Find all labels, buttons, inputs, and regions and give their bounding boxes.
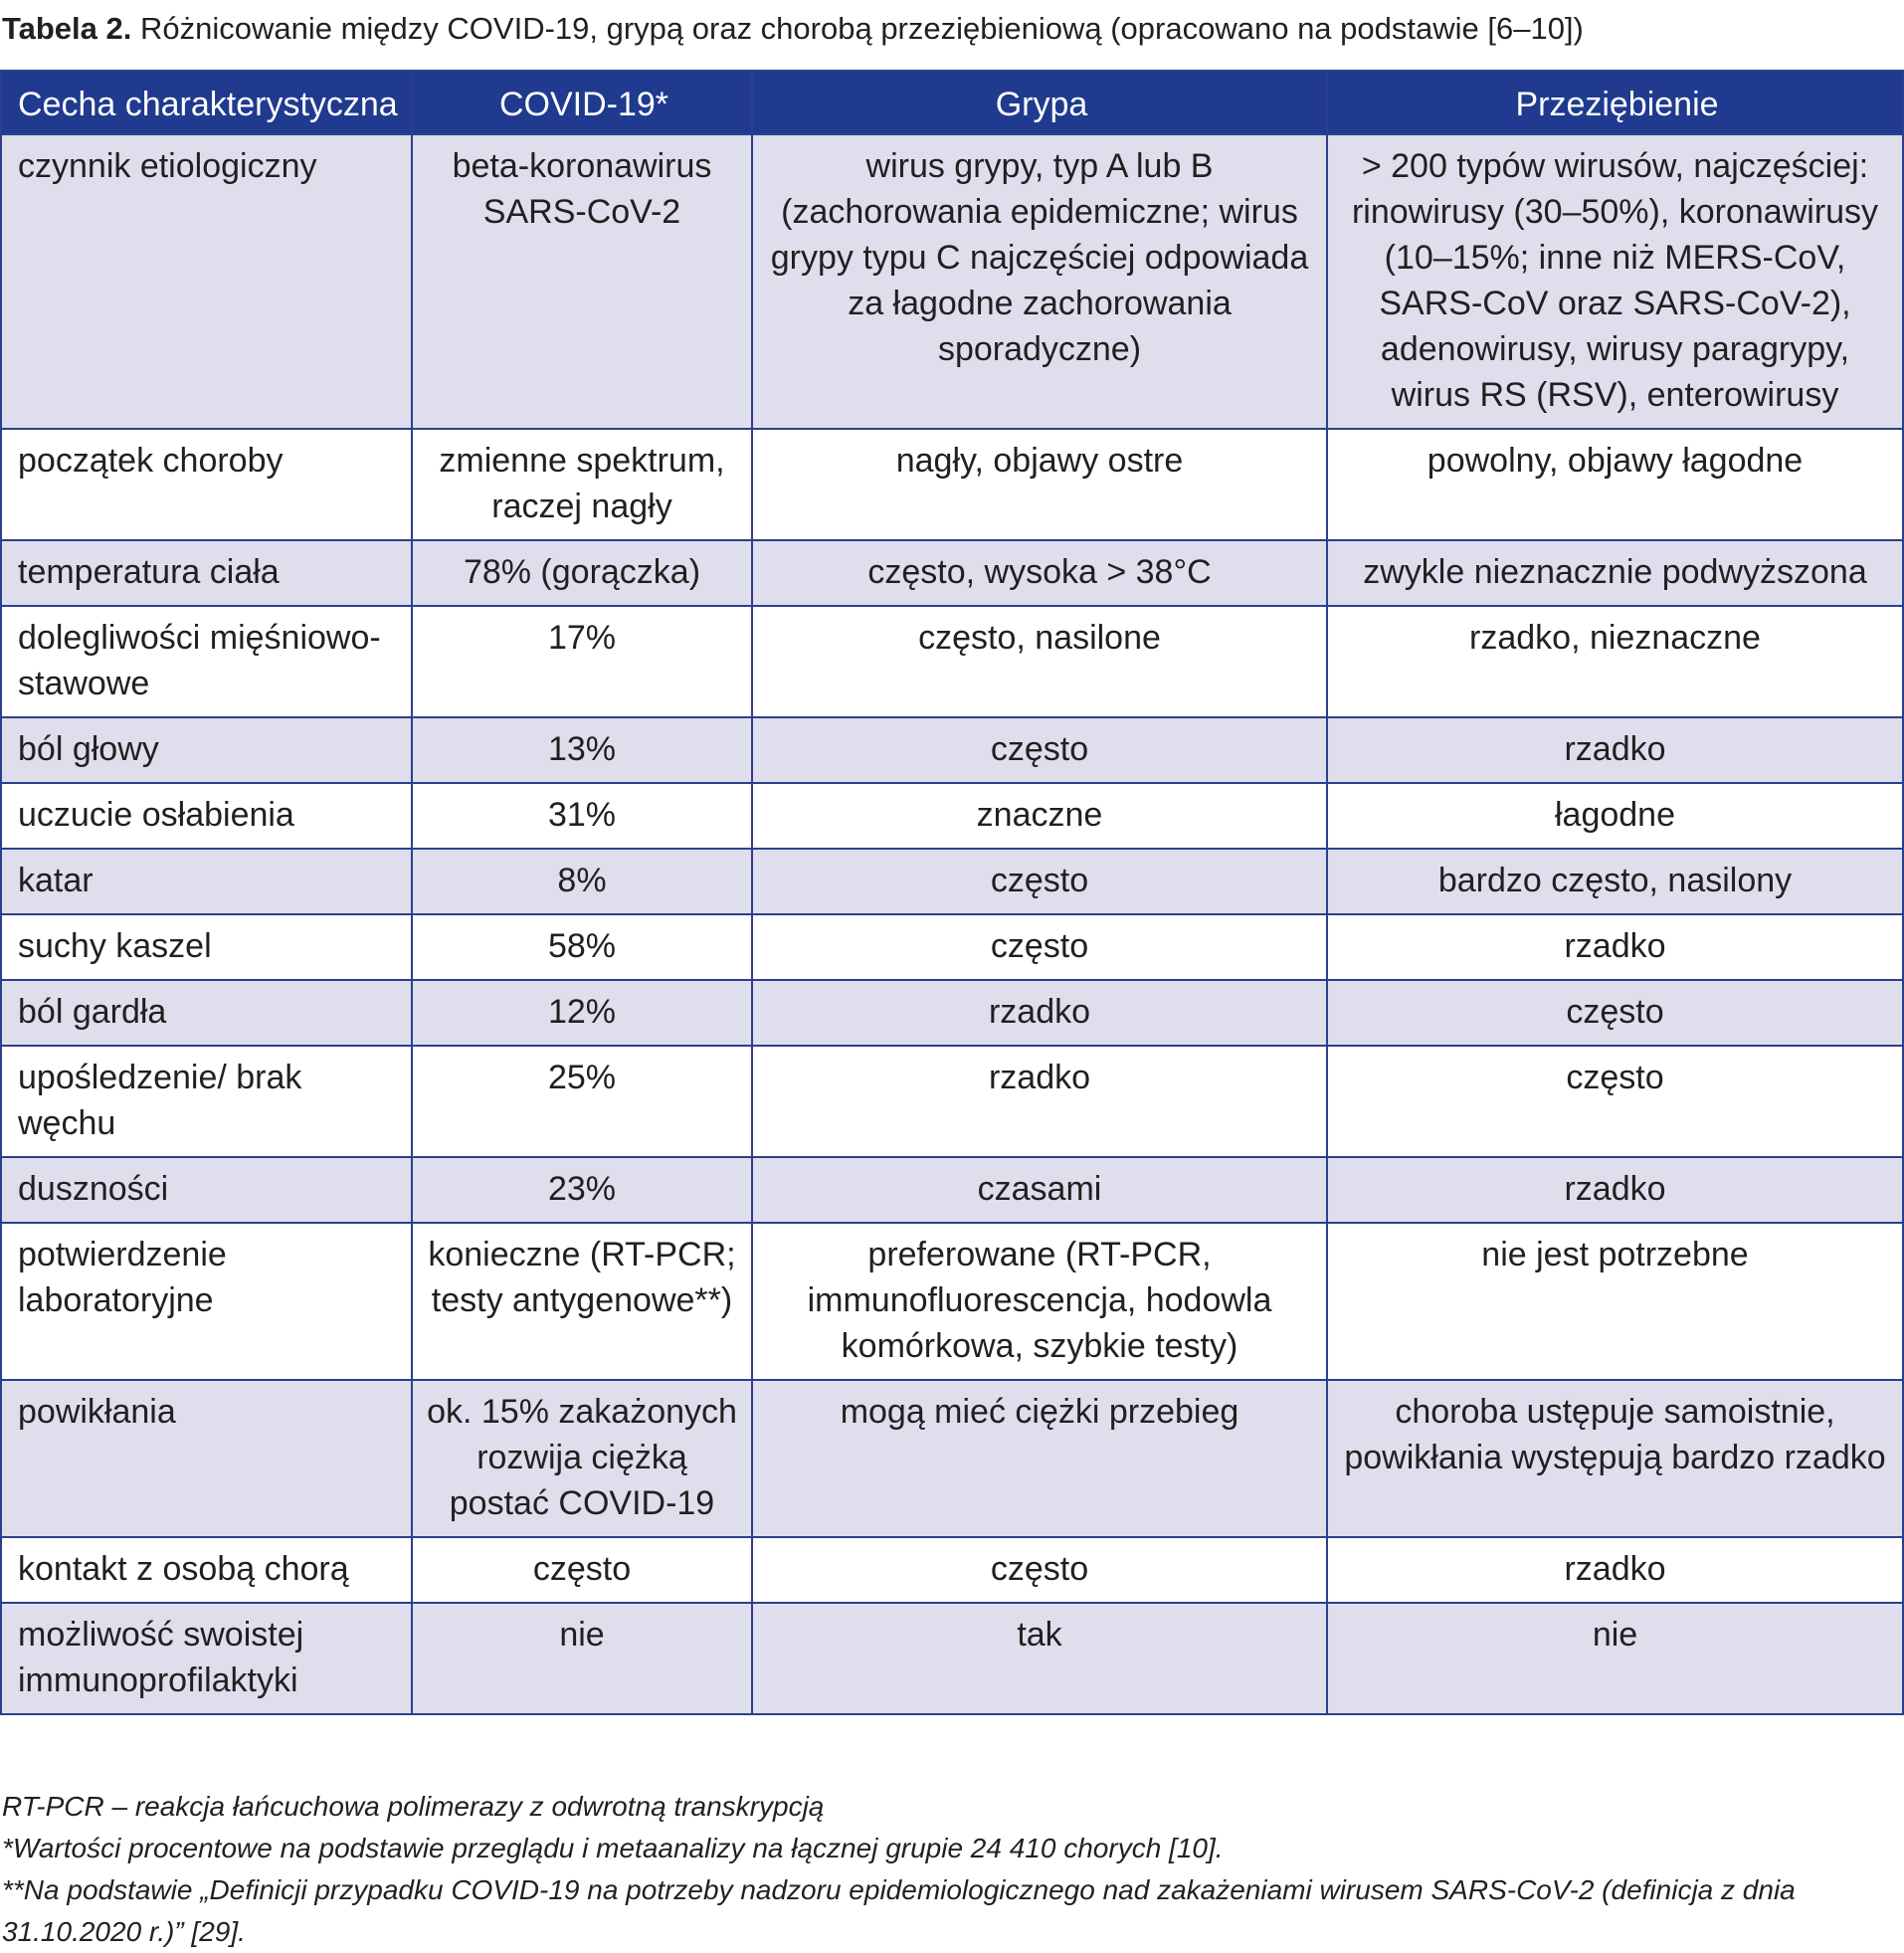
row-label: początek choroby [1,429,412,540]
cell-cold: rzadko [1327,1537,1903,1603]
differential-table [0,70,1904,1715]
cell-covid: 12% [412,980,752,1046]
table-row [1,1046,1903,1157]
cell-cold: rzadko, nieznaczne [1327,606,1903,717]
header-covid: COVID-19* [412,71,752,134]
header-feature: Cecha charakterystyczna [1,71,412,134]
table-caption-text: Różnicowanie między COVID-19, grypą oraz chorobą przeziębieniową (opracowano na podstawie [6–10]) [131,11,1584,46]
cell-flu: często [752,717,1327,783]
table-row [1,783,1903,849]
cell-cold: nie [1327,1603,1903,1714]
cell-covid: często [412,1537,752,1603]
row-label: czynnik etiologiczny [1,134,412,429]
row-label: dolegliwości mięśniowo-stawowe [1,606,412,717]
cell-covid: nie [412,1603,752,1714]
table-row [1,1157,1903,1223]
footnote-single-asterisk: *Wartości procentowe na podstawie przeglądu i metaanalizy na łącznej grupie 24 410 chorych [10]. [2,1833,1224,1863]
table-caption-label: Tabela 2. [2,11,132,46]
row-label: ból głowy [1,717,412,783]
cell-covid: 23% [412,1157,752,1223]
row-label: kontakt z osobą chorą [1,1537,412,1603]
cell-covid: beta-koronawirus SARS-CoV-2 [412,134,752,429]
table-row [1,134,1903,429]
header-flu: Grypa [752,71,1327,134]
cell-covid: 13% [412,717,752,783]
row-label: suchy kaszel [1,914,412,980]
cell-covid: 8% [412,849,752,914]
cell-flu: mogą mieć ciężki przebieg [752,1380,1327,1537]
cell-flu: rzadko [752,1046,1327,1157]
cell-flu: preferowane (RT-PCR, immunofluorescencja, hodowla komórkowa, szybkie testy) [752,1223,1327,1380]
cell-covid: ok. 15% zakażonych rozwija ciężką postać COVID-19 [412,1380,752,1537]
cell-covid: 58% [412,914,752,980]
cell-cold: rzadko [1327,1157,1903,1223]
cell-cold: > 200 typów wirusów, najczęściej: rinowirusy (30–50%), koronawirusy (10–15%; inne niż MERS-CoV, SARS-CoV oraz SARS-CoV-2), adenowirusy, wirusy paragrypy, wirus RS (RSV), enterowirusy [1327,134,1903,429]
cell-cold: zwykle nieznacznie podwyższona [1327,540,1903,606]
cell-covid: 17% [412,606,752,717]
table-row [1,429,1903,540]
table-caption [2,4,1900,54]
cell-cold: nie jest potrzebne [1327,1223,1903,1380]
cell-cold: często [1327,1046,1903,1157]
cell-cold: często [1327,980,1903,1046]
cell-covid: 78% (gorączka) [412,540,752,606]
cell-flu: często [752,849,1327,914]
table-row [1,1223,1903,1380]
table-row [1,717,1903,783]
row-label: ból gardła [1,980,412,1046]
table-row [1,1603,1903,1714]
cell-covid: 25% [412,1046,752,1157]
cell-flu: wirus grypy, typ A lub B (zachorowania epidemiczne; wirus grypy typu C najczęściej odpowiada za łagodne zachorowania sporadyczne) [752,134,1327,429]
cell-flu: czasami [752,1157,1327,1223]
header-cold: Przeziębienie [1327,71,1903,134]
cell-flu: rzadko [752,980,1327,1046]
row-label: powikłania [1,1380,412,1537]
footnote-double-asterisk: **Na podstawie „Definicji przypadku COVID-19 na potrzeby nadzoru epidemiologicznego nad zakażeniami wirusem SARS-CoV-2 (definicja z dnia 31.10.2020 r.)” [29]. [2,1874,1796,1947]
cell-covid: zmienne spektrum, raczej nagły [412,429,752,540]
cell-cold: choroba ustępuje samoistnie, powikłania występują bardzo rzadko [1327,1380,1903,1537]
table-header-row [1,71,1903,134]
table-footnotes [2,1786,1897,1953]
cell-cold: rzadko [1327,914,1903,980]
cell-flu: znaczne [752,783,1327,849]
cell-flu: tak [752,1603,1327,1714]
table-row [1,606,1903,717]
cell-flu: często [752,914,1327,980]
row-label: potwierdzenie laboratoryjne [1,1223,412,1380]
row-label: uczucie osłabienia [1,783,412,849]
cell-cold: rzadko [1327,717,1903,783]
footnote-abbreviation: RT-PCR – reakcja łańcuchowa polimerazy z odwrotną transkrypcją [2,1791,825,1822]
cell-covid: 31% [412,783,752,849]
row-label: upośledzenie/ brak węchu [1,1046,412,1157]
table-row [1,1380,1903,1537]
cell-flu: nagły, objawy ostre [752,429,1327,540]
table-row [1,1537,1903,1603]
cell-flu: często, wysoka > 38°C [752,540,1327,606]
table-row [1,980,1903,1046]
row-label: duszności [1,1157,412,1223]
table-row [1,914,1903,980]
cell-flu: często [752,1537,1327,1603]
row-label: katar [1,849,412,914]
row-label: temperatura ciała [1,540,412,606]
cell-flu: często, nasilone [752,606,1327,717]
row-label: możliwość swoistej immunoprofilaktyki [1,1603,412,1714]
cell-cold: bardzo często, nasilony [1327,849,1903,914]
table-row [1,540,1903,606]
table-row [1,849,1903,914]
cell-cold: łagodne [1327,783,1903,849]
cell-cold: powolny, objawy łagodne [1327,429,1903,540]
cell-covid: konieczne (RT-PCR; testy antygenowe**) [412,1223,752,1380]
